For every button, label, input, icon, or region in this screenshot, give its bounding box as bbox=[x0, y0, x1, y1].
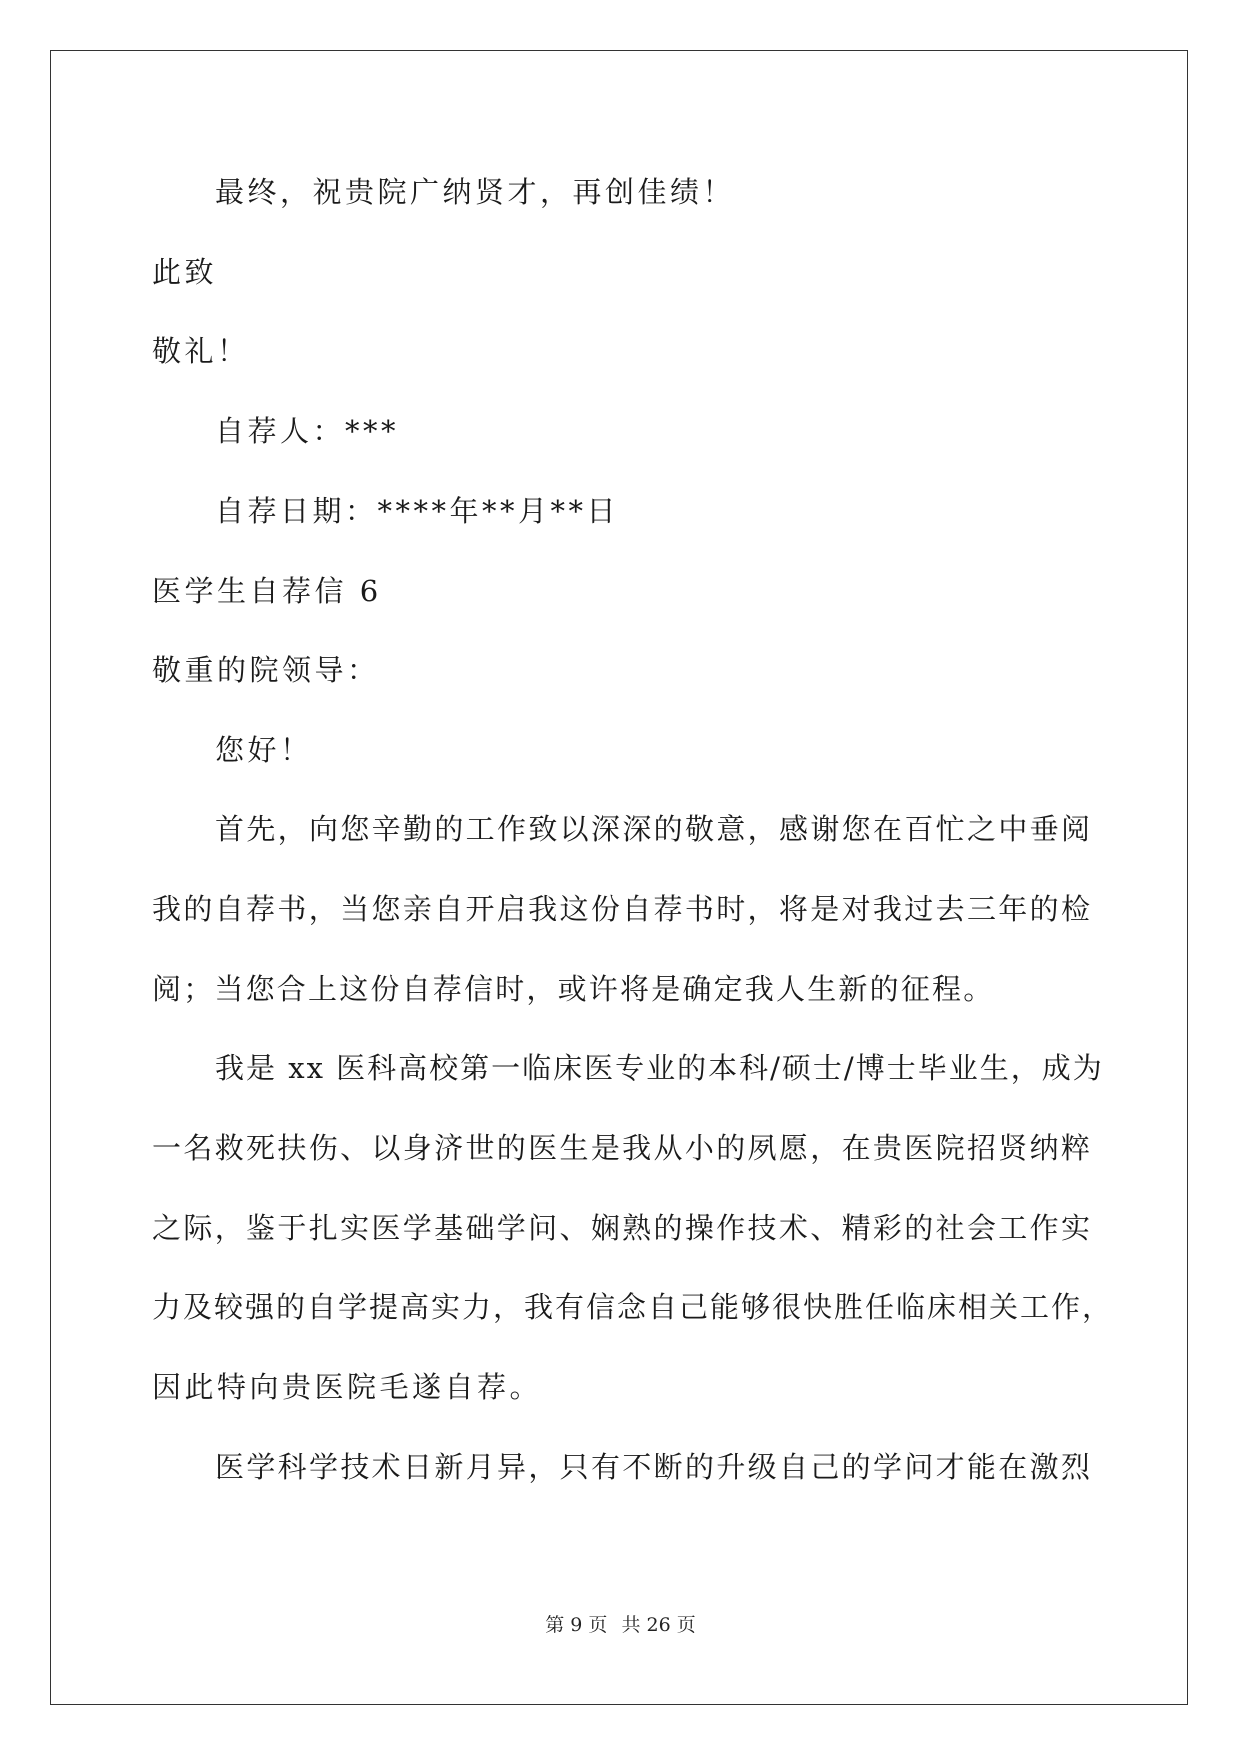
greeting-recipient: 敬重的院领导： bbox=[152, 653, 380, 687]
paragraph-line: 我是 xx 医科高校第一临床医专业的本科/硕士/博士毕业生，成为 bbox=[215, 1051, 1104, 1085]
greeting-hello: 您好！ bbox=[215, 733, 313, 767]
paragraph-line: 一名救死扶伤、以身济世的医生是我从小的夙愿，在贵医院招贤纳粹 bbox=[152, 1131, 1092, 1165]
paragraph-line: 医学科学技术日新月异，只有不断的升级自己的学问才能在激烈 bbox=[215, 1450, 1092, 1484]
paragraph-line: 因此特向贵医院毛遂自荐。 bbox=[152, 1370, 543, 1404]
section-heading: 医学生自荐信 6 bbox=[152, 574, 382, 608]
page-footer bbox=[0, 1610, 1241, 1637]
salutation-cizhi: 此致 bbox=[152, 255, 218, 289]
signature-date: 自荐日期：****年**月**日 bbox=[215, 494, 620, 528]
paragraph-line: 力及较强的自学提高实力，我有信念自己能够很快胜任临床相关工作， bbox=[152, 1290, 1114, 1324]
salutation-jingli: 敬礼！ bbox=[152, 334, 250, 368]
closing-wish: 最终，祝贵院广纳贤才，再创佳绩！ bbox=[215, 175, 736, 209]
paragraph-line: 我的自荐书，当您亲自开启我这份自荐书时，将是对我过去三年的检 bbox=[152, 892, 1092, 926]
paragraph-line: 之际，鉴于扎实医学基础学问、娴熟的操作技术、精彩的社会工作实 bbox=[152, 1211, 1092, 1245]
paragraph-line: 阅；当您合上这份自荐信时，或许将是确定我人生新的征程。 bbox=[152, 972, 995, 1006]
page-total: 共 26 页 bbox=[621, 1614, 696, 1636]
signature-name: 自荐人：*** bbox=[215, 414, 400, 448]
paragraph-line: 首先，向您辛勤的工作致以深深的敬意，感谢您在百忙之中垂阅 bbox=[215, 812, 1092, 846]
page-number: 第 9 页 bbox=[545, 1614, 608, 1636]
